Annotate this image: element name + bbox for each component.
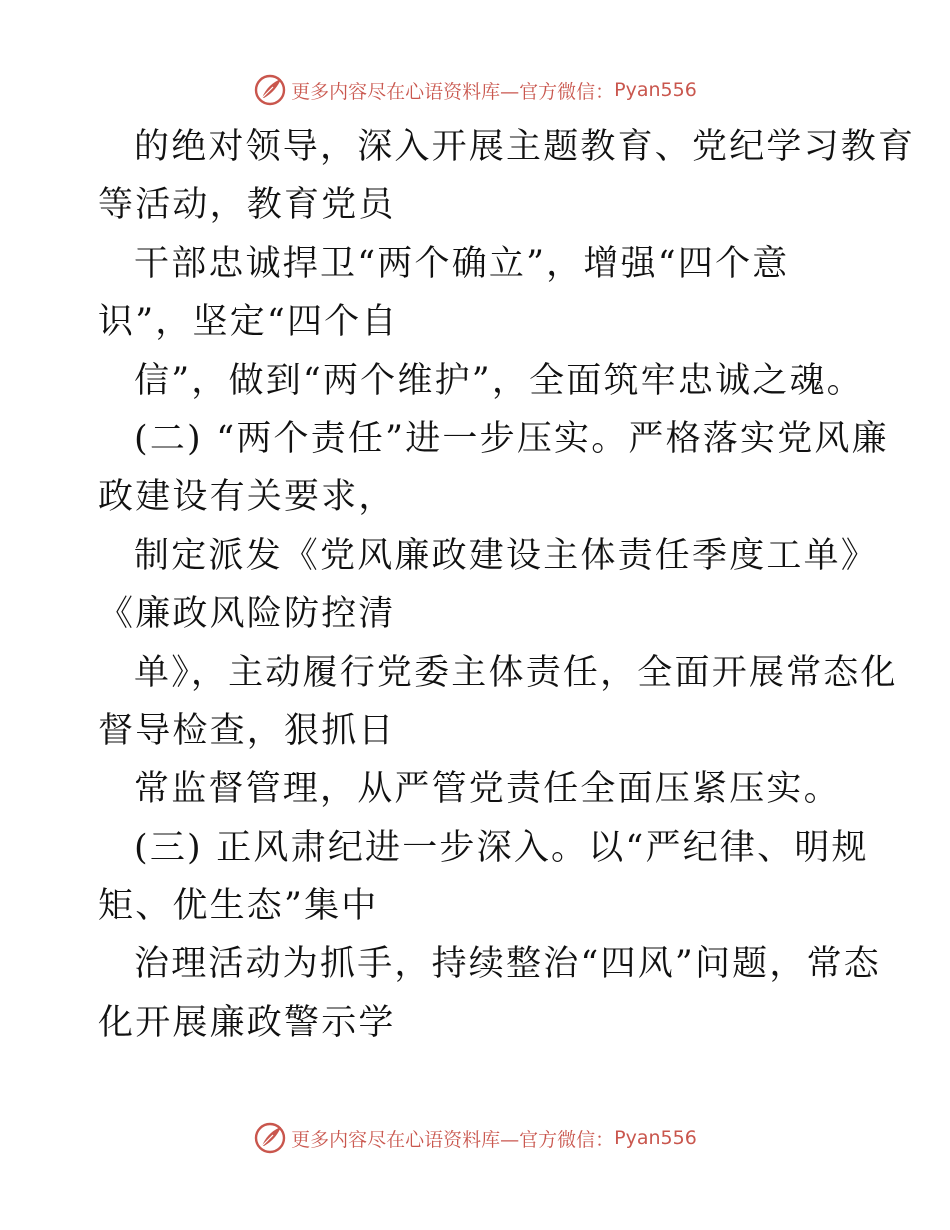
text-line: 信”，做到“两个维护”，全面筑牢忠诚之魂。	[134, 360, 864, 401]
footer-watermark	[0, 1118, 950, 1158]
text-line: 常监督管理，从严管党责任全面压紧压实。	[134, 769, 841, 810]
section-heading-line: (三) 正风肃纪进一步深入。以“严纪律、明规	[134, 827, 869, 868]
text-line: 的绝对领导，深入开展主题教育、党纪学习教育	[134, 127, 916, 167]
watermark-wechat-id: Pyan556	[614, 1127, 697, 1149]
text-line: 制定派发《党风廉政建设主体责任季度工单》	[134, 535, 879, 576]
text-line: 督导检查，狠抓日	[98, 710, 396, 751]
text-line: 单》，主动履行党委主体责任，全面开展常态化	[134, 652, 898, 693]
body-text	[98, 118, 916, 1052]
watermark-text: 更多内容尽在心语资料库—官方微信：	[291, 80, 615, 103]
feather-pen-logo-icon	[253, 73, 287, 107]
text-line: 化开展廉政警示学	[98, 1002, 396, 1043]
watermark-text: 更多内容尽在心语资料库—官方微信：	[291, 1128, 615, 1151]
feather-pen-logo-icon	[253, 1121, 287, 1155]
text-line: 矩、优生态”集中	[98, 886, 379, 927]
text-line: 政建设有关要求，	[98, 477, 396, 518]
watermark-wechat-id: Pyan556	[614, 79, 697, 101]
text-line: 《廉政风险防控清	[98, 594, 396, 635]
text-line: 识”，坚定“四个自	[98, 302, 399, 343]
header-watermark	[0, 70, 950, 110]
text-line: 干部忠诚捍卫“两个确立”，增强“四个意	[134, 243, 790, 284]
section-heading-line: (二) “两个责任”进一步压实。严格落实党风廉	[134, 418, 889, 459]
text-line: 治理活动为抓手，持续整治“四风”问题，常态	[134, 944, 881, 985]
text-line: 等活动，教育党员	[98, 185, 396, 226]
